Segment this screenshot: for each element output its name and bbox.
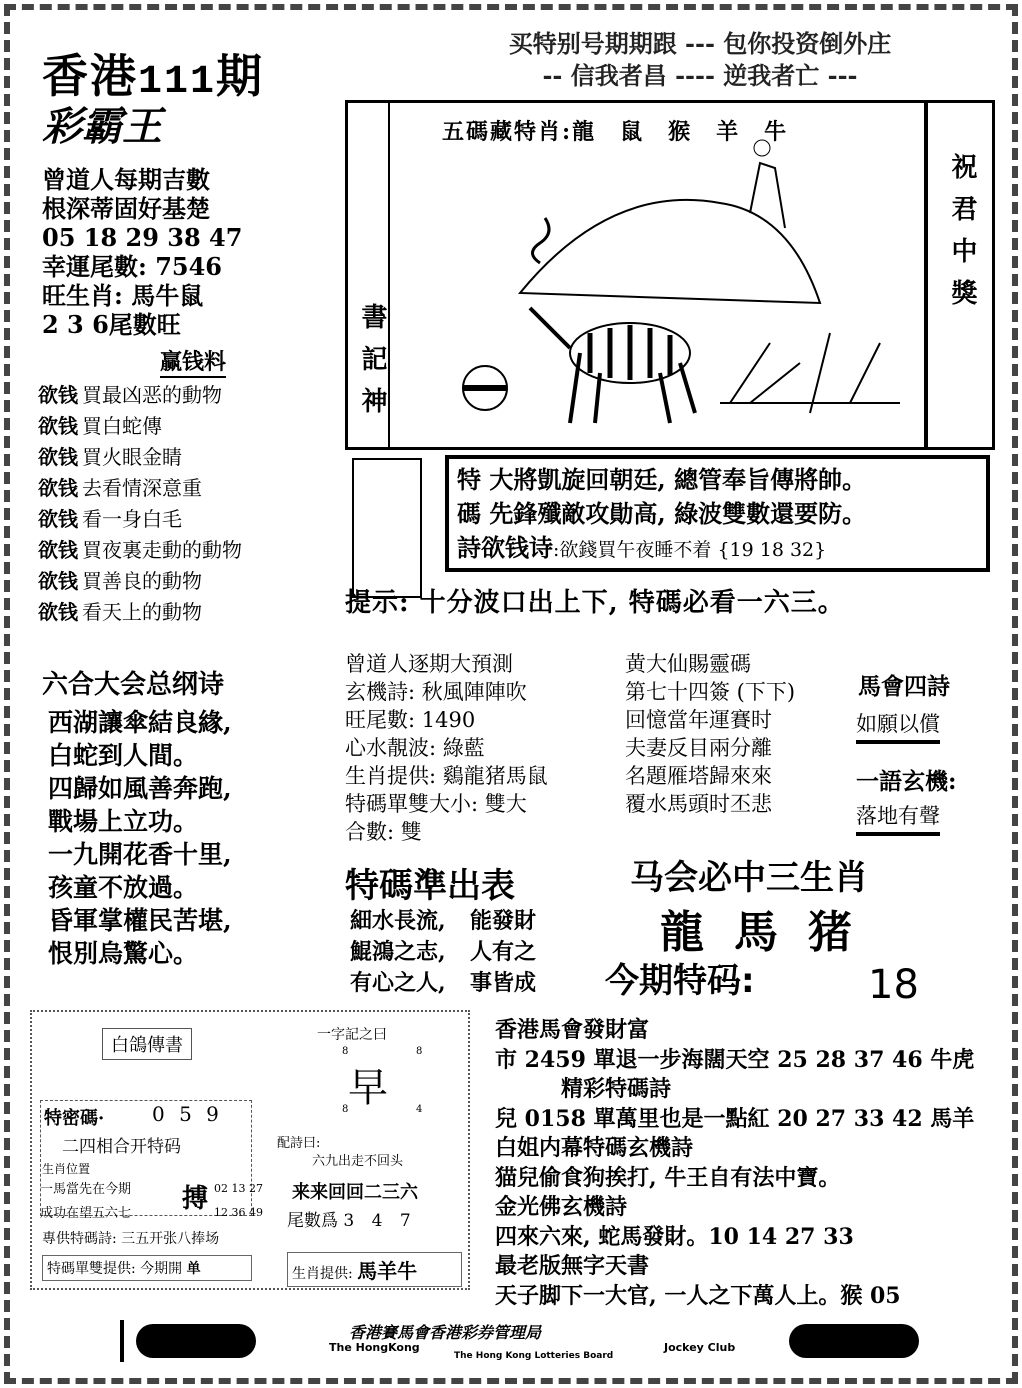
line: 夫妻反目兩分離 (625, 736, 772, 760)
bai-title: 白鴿傳書 (102, 1028, 192, 1060)
poem-line: 特 大將凱旋回朝廷, 總管奉旨傳將帥。 (457, 465, 867, 494)
footer-en: The Hong Kong Lotteries Board (454, 1351, 614, 1361)
line: 心水靚波: 綠藍 (345, 736, 485, 760)
pos-title: 生肖位置 (42, 1162, 91, 1176)
seal-stamp (352, 458, 422, 598)
sanxiao-title: 马会必中三生肖 (630, 858, 868, 898)
footer (120, 1320, 920, 1362)
sx-box: 生肖提供: 馬羊牛 (287, 1252, 462, 1287)
jockey-club-logo (136, 1324, 256, 1358)
line: 幸運尾數: 7546 (42, 252, 223, 281)
line: 兒 0158 單萬里也是一點紅 20 27 33 42 馬羊 (495, 1105, 975, 1132)
line: 香港馬會發財富 (495, 1017, 650, 1043)
illustration (388, 103, 928, 449)
poem-line: 四歸如風善奔跑, (48, 774, 232, 803)
sanxiao-animals: 龍馬猪 (660, 907, 882, 958)
num: 4 (416, 1104, 423, 1115)
list-item: 欲钱 買夜裏走動的動物 (38, 538, 242, 562)
list-item: 欲钱 去看情深意重 (38, 476, 202, 500)
pos-line: 成功在望五六七 (40, 1206, 132, 1221)
poem-line: 孩童不放過。 (48, 873, 199, 902)
footer-en: The HongKong (329, 1341, 420, 1354)
poem-line: 詩欲钱诗:欲錢買午夜睡不着 {19 18 32} (457, 533, 827, 562)
subtitle: 彩霸王 (42, 104, 162, 150)
line: 最老版無字天書 (495, 1253, 650, 1279)
mahui-value2: 落地有聲 (856, 800, 940, 836)
ds-box: 特碼單雙提供: 今期開 单 (42, 1255, 252, 1281)
tema-rows (350, 906, 590, 999)
line: 曾道人逐期大預測 (345, 652, 513, 676)
num: 8 (342, 1104, 349, 1115)
special-code-poem (445, 455, 990, 572)
left-vertical-text: 書記神 (357, 303, 387, 429)
poem-line: 昏軍掌權民苦堪, (48, 906, 232, 935)
nums: 12 36 49 (214, 1206, 263, 1219)
issue-title: 香港111期 (42, 49, 265, 105)
line: 05 18 29 38 47 (42, 223, 243, 252)
right-text-block (495, 1016, 974, 1311)
poem-line: 碼 先鋒殲敵攻勛高, 綠波雙數還要防。 (457, 499, 867, 528)
line: 玄機詩: 秋風陣陣吹 (345, 680, 527, 704)
bo-char: 搏 (182, 1184, 209, 1214)
list-item: 欲钱 買最凶恶的動物 (38, 383, 222, 407)
mahui-title2: 一語玄機: (856, 768, 957, 795)
poem-line: 一九開花香十里, (48, 840, 232, 869)
nums: 02 13 27 (214, 1182, 263, 1195)
hint: 提示: 十分波口出上下, 特碼必看一六三。 (345, 588, 845, 618)
zi-title: 一字記之曰 (317, 1027, 387, 1043)
row: 鯤鴻之志, 人有之 (350, 939, 537, 965)
footer-en: Jockey Club (664, 1341, 736, 1354)
money-list (38, 380, 242, 628)
tail: 尾數爲 3 4 7 (287, 1211, 417, 1231)
line: 生肖提供: 鷄龍猪馬鼠 (345, 764, 548, 788)
line: 金光佛玄機詩 (495, 1194, 628, 1220)
line: 四來六來, 蛇馬發財。10 14 27 33 (495, 1223, 854, 1250)
right-vertical-text: 祝君中獎 (947, 153, 977, 321)
zebra-snake-scene-image (390, 103, 926, 449)
poem: 六九出走不回头 (312, 1154, 404, 1169)
combo: 二四相合开特码 (62, 1137, 181, 1157)
line: 天子脚下一大官, 一人之下萬人上。猴 05 (495, 1282, 901, 1309)
num: 8 (342, 1046, 349, 1057)
pigeon-box (30, 1010, 470, 1290)
num: 8 (416, 1046, 423, 1057)
line: 2 3 6尾數旺 (42, 310, 181, 339)
line: 精彩特碼詩 (495, 1076, 672, 1102)
special-poem: 專供特碼詩: 三五开张八捧场 (42, 1231, 220, 1247)
line: 白姐内幕特碼玄機詩 (495, 1135, 694, 1161)
header (420, 28, 980, 92)
list-item: 欲钱 買火眼金睛 (38, 445, 182, 469)
jq-value: 18 (868, 962, 919, 1008)
line: 第七十四簽 (下下) (625, 680, 796, 704)
line: 市 2459 單退一步海闊天空 25 28 37 46 牛虎 (495, 1046, 975, 1073)
mahui-title: 馬會四詩 (858, 673, 950, 700)
line: 回憶當年運賽时 (625, 708, 772, 732)
line: 覆水馬頭时丕悲 (625, 792, 772, 816)
money-label: 赢钱料 (160, 345, 226, 378)
poem-line: 恨別烏驚心。 (48, 939, 199, 968)
gang-title: 六合大会总纲诗 (42, 670, 225, 700)
lucky-lines (42, 165, 242, 339)
list-item: 欲钱 買白蛇傳 (38, 414, 162, 438)
row: 有心之人, 事皆成 (350, 970, 537, 996)
line: 名題雁塔歸來來 (625, 764, 772, 788)
line: 旺尾數: 1490 (345, 708, 476, 732)
header-line: -- 信我者昌 ---- 逆我者亡 --- (542, 61, 858, 90)
wong-tai-sin-list (625, 650, 795, 818)
header-line: 买特别号期期跟 --- 包你投资倒外庄 (508, 29, 892, 58)
list-item: 欲钱 看一身白毛 (38, 507, 182, 531)
laihui: 来来回回二三六 (292, 1182, 418, 1203)
illustration-caption: 五碼藏特肖:龍 鼠 猴 羊 牛 (442, 119, 789, 145)
line: 猫兒偷食狗挨打, 牛王自有法中寶。 (495, 1164, 841, 1191)
list-item: 欲钱 買善良的動物 (38, 569, 202, 593)
tm-value: 0 5 9 (152, 1102, 223, 1126)
line: 特碼單雙大小: 雙大 (345, 792, 527, 816)
zi-char: 早 (348, 1065, 388, 1111)
lotteries-board-logo (789, 1324, 919, 1358)
illustration-panel (345, 100, 995, 450)
poem-line: 白蛇到人間。 (48, 741, 199, 770)
mahui-value: 如願以償 (856, 708, 940, 744)
poem-line: 戰場上立功。 (48, 807, 199, 836)
poem-label: 配詩曰: (277, 1136, 321, 1151)
prediction-list (345, 650, 548, 846)
line: 旺生肖: 馬牛鼠 (42, 281, 204, 310)
tema-title: 特碼準出表 (345, 866, 515, 906)
row: 細水長流, 能發財 (350, 908, 537, 934)
list-item: 欲钱 看天上的動物 (38, 600, 202, 624)
line: 黄大仙賜靈碼 (625, 652, 751, 676)
jq-label: 今期特码: (605, 961, 755, 1001)
line: 合數: 雙 (345, 820, 422, 844)
footer-cn: 香港賽馬會香港彩券管理局 (349, 1323, 542, 1342)
line: 曾道人每期吉數 (42, 165, 210, 194)
gang-poem (48, 706, 232, 970)
line: 根深蒂固好基楚 (42, 194, 210, 223)
tm-label: 特密碼· (44, 1108, 105, 1129)
poem-line: 西湖讓傘結良緣, (48, 708, 232, 737)
pos-line: 一馬當先在今期 (40, 1182, 132, 1197)
